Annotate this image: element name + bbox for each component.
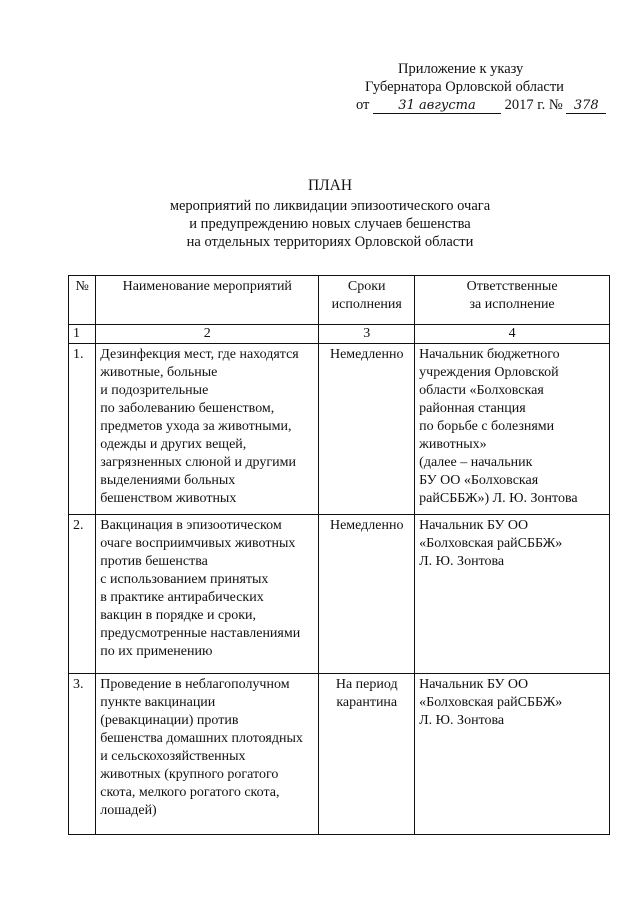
appendix-header xyxy=(356,60,626,114)
row-activity: Вакцинация в эпизоотическом очаге восприимчивых животных против бешенства с использованием принятых в практике антирабических вакцин в порядке и сроки, предусмотренные наставлениями по их применению xyxy=(96,515,319,674)
title-line-1: мероприятий по ликвидации эпизоотического очага xyxy=(169,198,491,214)
header-activity: Наименование мероприятий xyxy=(96,276,319,325)
date-prefix: от xyxy=(356,97,370,113)
header-responsible: Ответственные за исполнение xyxy=(415,276,610,325)
date-suffix: 2017 г. № xyxy=(504,97,563,113)
column-number-4: 4 xyxy=(415,325,610,344)
appendix-line-2: Губернатора Орловской области xyxy=(365,79,564,95)
table-row xyxy=(69,344,610,515)
header-number: № xyxy=(69,276,96,325)
column-number-2: 2 xyxy=(96,325,319,344)
row-activity: Дезинфекция мест, где находятся животные, больные и подозрительные по заболеванию бешенством, предметов ухода за животными, одежды и других вещей, загрязненных слюной и другими выделениями больных бешенством животных xyxy=(96,344,319,515)
row-deadline: На период карантина xyxy=(319,674,415,835)
row-activity: Проведение в неблагополучном пункте вакцинации (ревакцинации) против бешенства домашних плотоядных и сельскохозяйственных животных (крупного рогатого скота, мелкого рогатого скота, лошадей) xyxy=(96,674,319,835)
appendix-date-line xyxy=(356,96,626,114)
appendix-line-1: Приложение к указу xyxy=(398,61,524,77)
title-line-2: и предупреждению новых случаев бешенства xyxy=(189,216,471,232)
row-responsible: Начальник БУ ОО «Болховская райСББЖ» Л. Ю. Зонтова xyxy=(415,515,610,674)
column-numbering-row xyxy=(69,325,610,344)
table-row xyxy=(69,674,610,835)
row-responsible: Начальник бюджетного учреждения Орловской области «Болховская районная станция по борьбе с болезнями животных» (далее – начальник БУ ОО «Болховская райСББЖ») Л. Ю. Зонтова xyxy=(415,344,610,515)
row-responsible: Начальник БУ ОО «Болховская райСББЖ» Л. Ю. Зонтова xyxy=(415,674,610,835)
table-header-row xyxy=(69,276,610,325)
handwritten-number: 378 xyxy=(566,98,606,114)
plan-table xyxy=(68,275,610,835)
row-deadline: Немедленно xyxy=(319,344,415,515)
title-heading: ПЛАН xyxy=(307,177,353,194)
table-row xyxy=(69,515,610,674)
row-number: 1. xyxy=(69,344,96,515)
handwritten-date: 31 августа xyxy=(373,98,501,114)
document-title xyxy=(150,177,510,251)
column-number-3: 3 xyxy=(319,325,415,344)
column-number-1: 1 xyxy=(69,325,96,344)
header-deadline: Сроки исполнения xyxy=(319,276,415,325)
row-deadline: Немедленно xyxy=(319,515,415,674)
title-line-3: на отдельных территориях Орловской области xyxy=(186,234,474,250)
row-number: 3. xyxy=(69,674,96,835)
row-number: 2. xyxy=(69,515,96,674)
